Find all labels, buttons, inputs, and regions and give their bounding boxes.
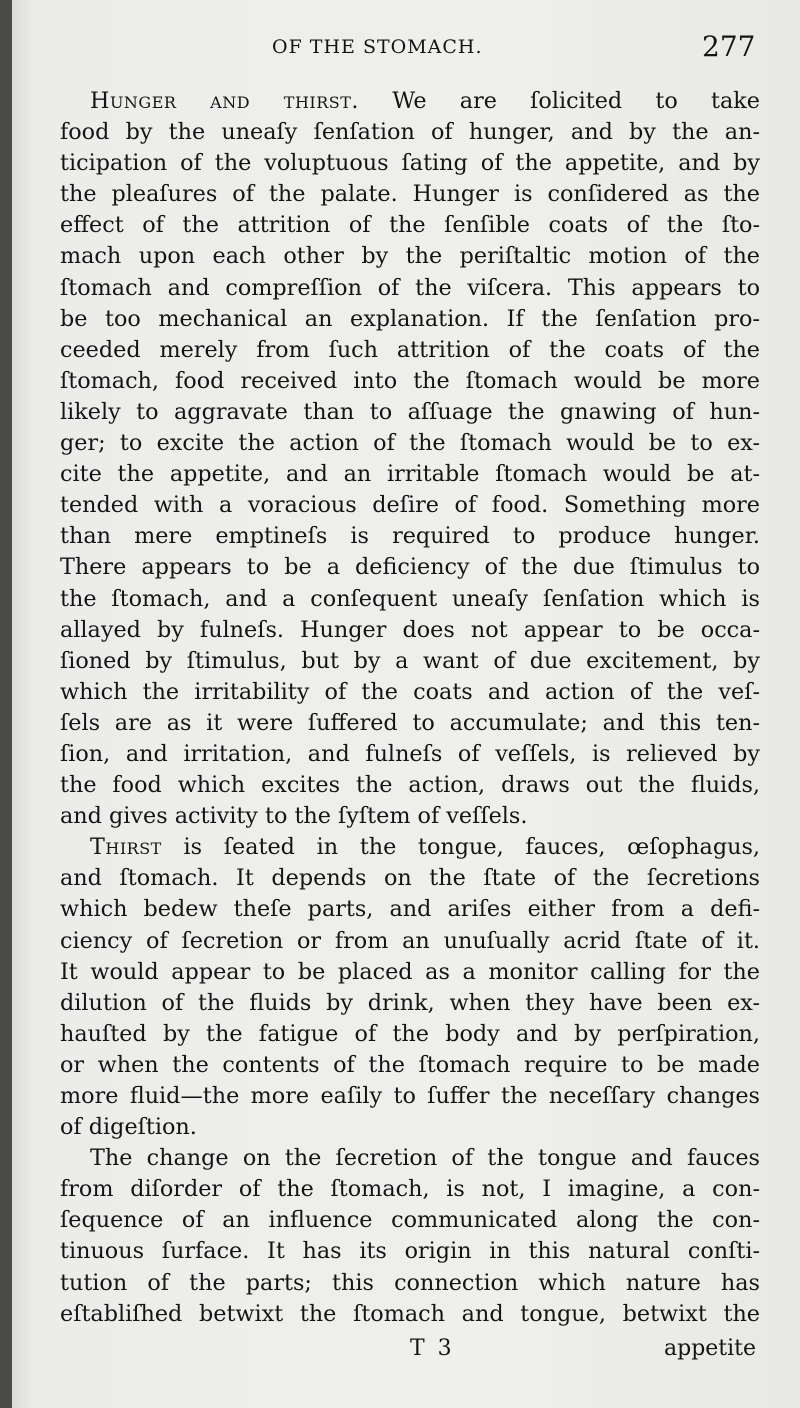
text-line: ſequence of an influence communicated along the con- — [60, 1207, 760, 1234]
text-line: ſtomach and compreſſion of the viſcera. This appears to — [60, 274, 760, 301]
text-line: ſion, and irritation, and fulneſs of veſſels, is relieved by — [60, 740, 760, 767]
page-footer — [0, 1332, 800, 1372]
text-line: of digeſtion. — [60, 1114, 197, 1141]
text-line: dilution of the fluids by drink, when they have been ex- — [60, 989, 760, 1016]
text-line: which bedew theſe parts, and ariſes either from a defi- — [60, 896, 760, 923]
text-line: from diſorder of the ſtomach, is not, I imagine, a con- — [60, 1176, 760, 1203]
text-line: allayed by fulneſs. Hunger does not appear to be occa- — [60, 616, 760, 643]
text-line: cite the appetite, and an irritable ſtomach would be at- — [60, 461, 760, 488]
text-line: The change on the ſecretion of the tongue and fauces — [90, 1145, 760, 1172]
text-line: the food which excites the action, draws out the fluids, — [60, 772, 760, 799]
text-line: and ſtomach. It depends on the ſtate of the ſecretions — [60, 865, 760, 892]
signature-mark: T 3 — [410, 1336, 455, 1361]
text-line: ſels are as it were ſuffered to accumulate; and this ten- — [60, 709, 760, 736]
text-line: effect of the attrition of the ſenſible coats of the ſto- — [60, 212, 760, 239]
text-line: ceeded merely from ſuch attrition of the coats of the — [60, 336, 760, 363]
body-text — [60, 86, 760, 1330]
text-line: ciency of ſecretion or from an unuſually acrid ſtate of it. — [60, 927, 760, 954]
text-line: ger; to excite the action of the ſtomach would be to ex- — [60, 430, 760, 457]
paragraph-lead: Hunger and thirst. — [90, 88, 360, 114]
text-line: than mere emptineſs is required to produce hunger. — [60, 523, 760, 550]
text-line: and gives activity to the ſyſtem of veſſels. — [60, 803, 528, 830]
page-header — [0, 30, 800, 70]
paragraph-tongue-and-fauces — [60, 1143, 760, 1330]
text-line: tution of the parts; this connection which nature has — [60, 1269, 760, 1296]
book-spine-shadow — [0, 0, 12, 1408]
paragraph-lead: Thirst — [90, 834, 162, 861]
text-line: hauſted by the fatigue of the body and by perſpiration, — [60, 1020, 760, 1047]
text-line: more fluid—the more eaſily to ſuffer the neceſſary changes — [60, 1083, 760, 1109]
text-line: tinuous ſurface. It has its origin in this natural conſti- — [60, 1238, 760, 1265]
text-line: ſtomach, food received into the ſtomach would be more — [60, 367, 760, 394]
text-line: It would appear to be placed as a monitor calling for the — [60, 958, 760, 985]
text-line: the pleaſures of the palate. Hunger is conſidered as the — [60, 181, 760, 208]
text-line: eſtabliſhed betwixt the ſtomach and tongue, betwixt the — [60, 1300, 760, 1327]
text-line: the ſtomach, and a conſequent uneaſy ſenſation which is — [60, 585, 760, 612]
paragraph-thirst — [60, 832, 760, 1143]
text-line: Hunger and thirst. We are ſolicited to take — [90, 88, 760, 114]
text-line: There appears to be a deficiency of the due ſtimulus to — [60, 554, 760, 581]
text-line: or when the contents of the ſtomach require to be made — [60, 1051, 760, 1078]
running-title: OF THE STOMACH. — [272, 36, 483, 58]
text-line: mach upon each other by the periſtaltic motion of the — [60, 243, 760, 270]
text-line: ſioned by ſtimulus, but by a want of due excitement, by — [60, 647, 760, 674]
page-number: 277 — [702, 30, 756, 63]
text-line: be too mechanical an explanation. If the ſenſation pro- — [60, 305, 760, 332]
text-line: tended with a voracious deſire of food. Something more — [60, 492, 760, 519]
paragraph-hunger-and-thirst — [60, 86, 760, 832]
catchword: appetite — [664, 1336, 757, 1361]
text-line: Thirst is ſeated in the tongue, fauces, œſophagus, — [90, 834, 760, 861]
text-line: which the irritability of the coats and action of the veſ- — [60, 678, 760, 705]
text-line: ticipation of the voluptuous ſating of the appetite, and by — [60, 150, 760, 177]
text-line: likely to aggravate than to aſſuage the gnawing of hun- — [60, 398, 760, 425]
text-line: food by the uneaſy ſenſation of hunger, and by the an- — [60, 119, 760, 146]
